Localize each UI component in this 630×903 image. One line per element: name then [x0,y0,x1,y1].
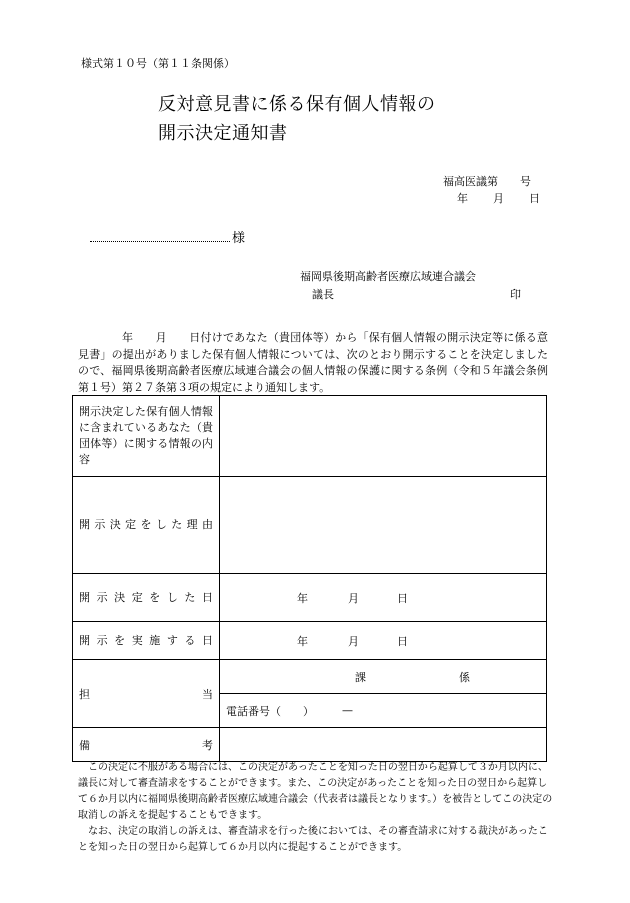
phone-row[interactable] [220,693,546,727]
subsection-label: 係 [459,670,470,684]
seal-mark: 印 [510,288,521,301]
info-content-cell[interactable] [220,396,547,477]
remarks-cell[interactable] [220,728,547,762]
section-row[interactable] [220,660,546,693]
implementation-date-month: 月 [348,634,359,648]
remarks-label [73,728,220,762]
document-title-line1: 反対意見書に係る保有個人情報の [158,94,436,115]
table-row-info-content [73,396,547,477]
phone-label: 電話番号（ [226,704,281,718]
disclosure-table [72,395,547,762]
contact-label-left: 担 [79,687,90,701]
document-title-line2: 開示決定通知書 [158,123,288,144]
decision-date-year: 年 [297,591,308,605]
table-row-reason [73,477,547,574]
doc-date-year: 年 [457,192,468,205]
remarks-label-right: 考 [202,738,213,752]
document-number [443,173,531,189]
section-label: 課 [355,670,366,684]
table-row-implementation-date [73,622,547,660]
decision-date-month: 月 [348,591,359,605]
decision-date-label: 開示決定をした日 [73,574,220,622]
reason-label: 開示決定をした理由 [73,477,220,574]
remarks-label-left: 備 [79,738,90,752]
body-text: 年 月 日付けであなた（貴団体等）から「保有個人情報の開示決定等に係る意見書」の提出がありました保有個人情報については、次のとおり開示することを決定しましたので、福岡県後期高齢者医療広域連合議会の個人情報の保護に関する条例（令和５年議会条例第１号）第２７条第３項の規定により通知します。 [78,331,548,394]
notes [78,760,553,856]
contact-cell [220,660,547,728]
doc-date-month: 月 [493,192,504,205]
sender-organization: 福岡県後期高齢者医療広域連合議会 [300,270,476,283]
decision-date-day: 日 [397,591,408,605]
sender-title: 議長 [312,288,334,301]
phone-close: ） [303,704,314,718]
addressee-name-line[interactable] [90,230,230,242]
decision-date-cell[interactable] [220,574,547,622]
note-lawsuit: なお、決定の取消しの訴えは、審査請求を行った後においては、その審査請求に対する裁決があったことを知った日の翌日から起算して６か月以内に提起することができます。 [78,826,548,853]
document-date [457,190,540,206]
reason-cell[interactable] [220,477,547,574]
doc-number-prefix: 福高医議第 [443,175,498,188]
doc-number-suffix: 号 [520,175,531,188]
implementation-date-label: 開示を実施する日 [73,622,220,660]
info-content-label: 開示決定した保有個人情報に含まれているあなた（貴団体等）に関する情報の内容 [73,396,220,477]
contact-label [73,660,220,728]
implementation-date-cell[interactable] [220,622,547,660]
table-row-decision-date [73,574,547,622]
table-row-remarks [73,728,547,762]
addressee-suffix: 様 [232,231,246,246]
contact-label-right: 当 [202,687,213,701]
implementation-date-year: 年 [297,634,308,648]
form-number: 様式第１０号（第１１条関係） [81,57,235,70]
phone-dash: — [342,704,353,717]
note-appeal: この決定に不服がある場合には、この決定があったことを知った日の翌日から起算して３か月以内に、議長に対して審査請求をすることができます。また、この決定があったことを知った日の翌日から起算して６か月以内に福岡県後期高齢者医療広域連合議会（代表者は議長となります。）を被告としてこの決定の取消しの訴えを提起することもできます。 [78,762,553,821]
table-row-contact [73,660,547,728]
implementation-date-day: 日 [397,634,408,648]
doc-date-day: 日 [529,192,540,205]
